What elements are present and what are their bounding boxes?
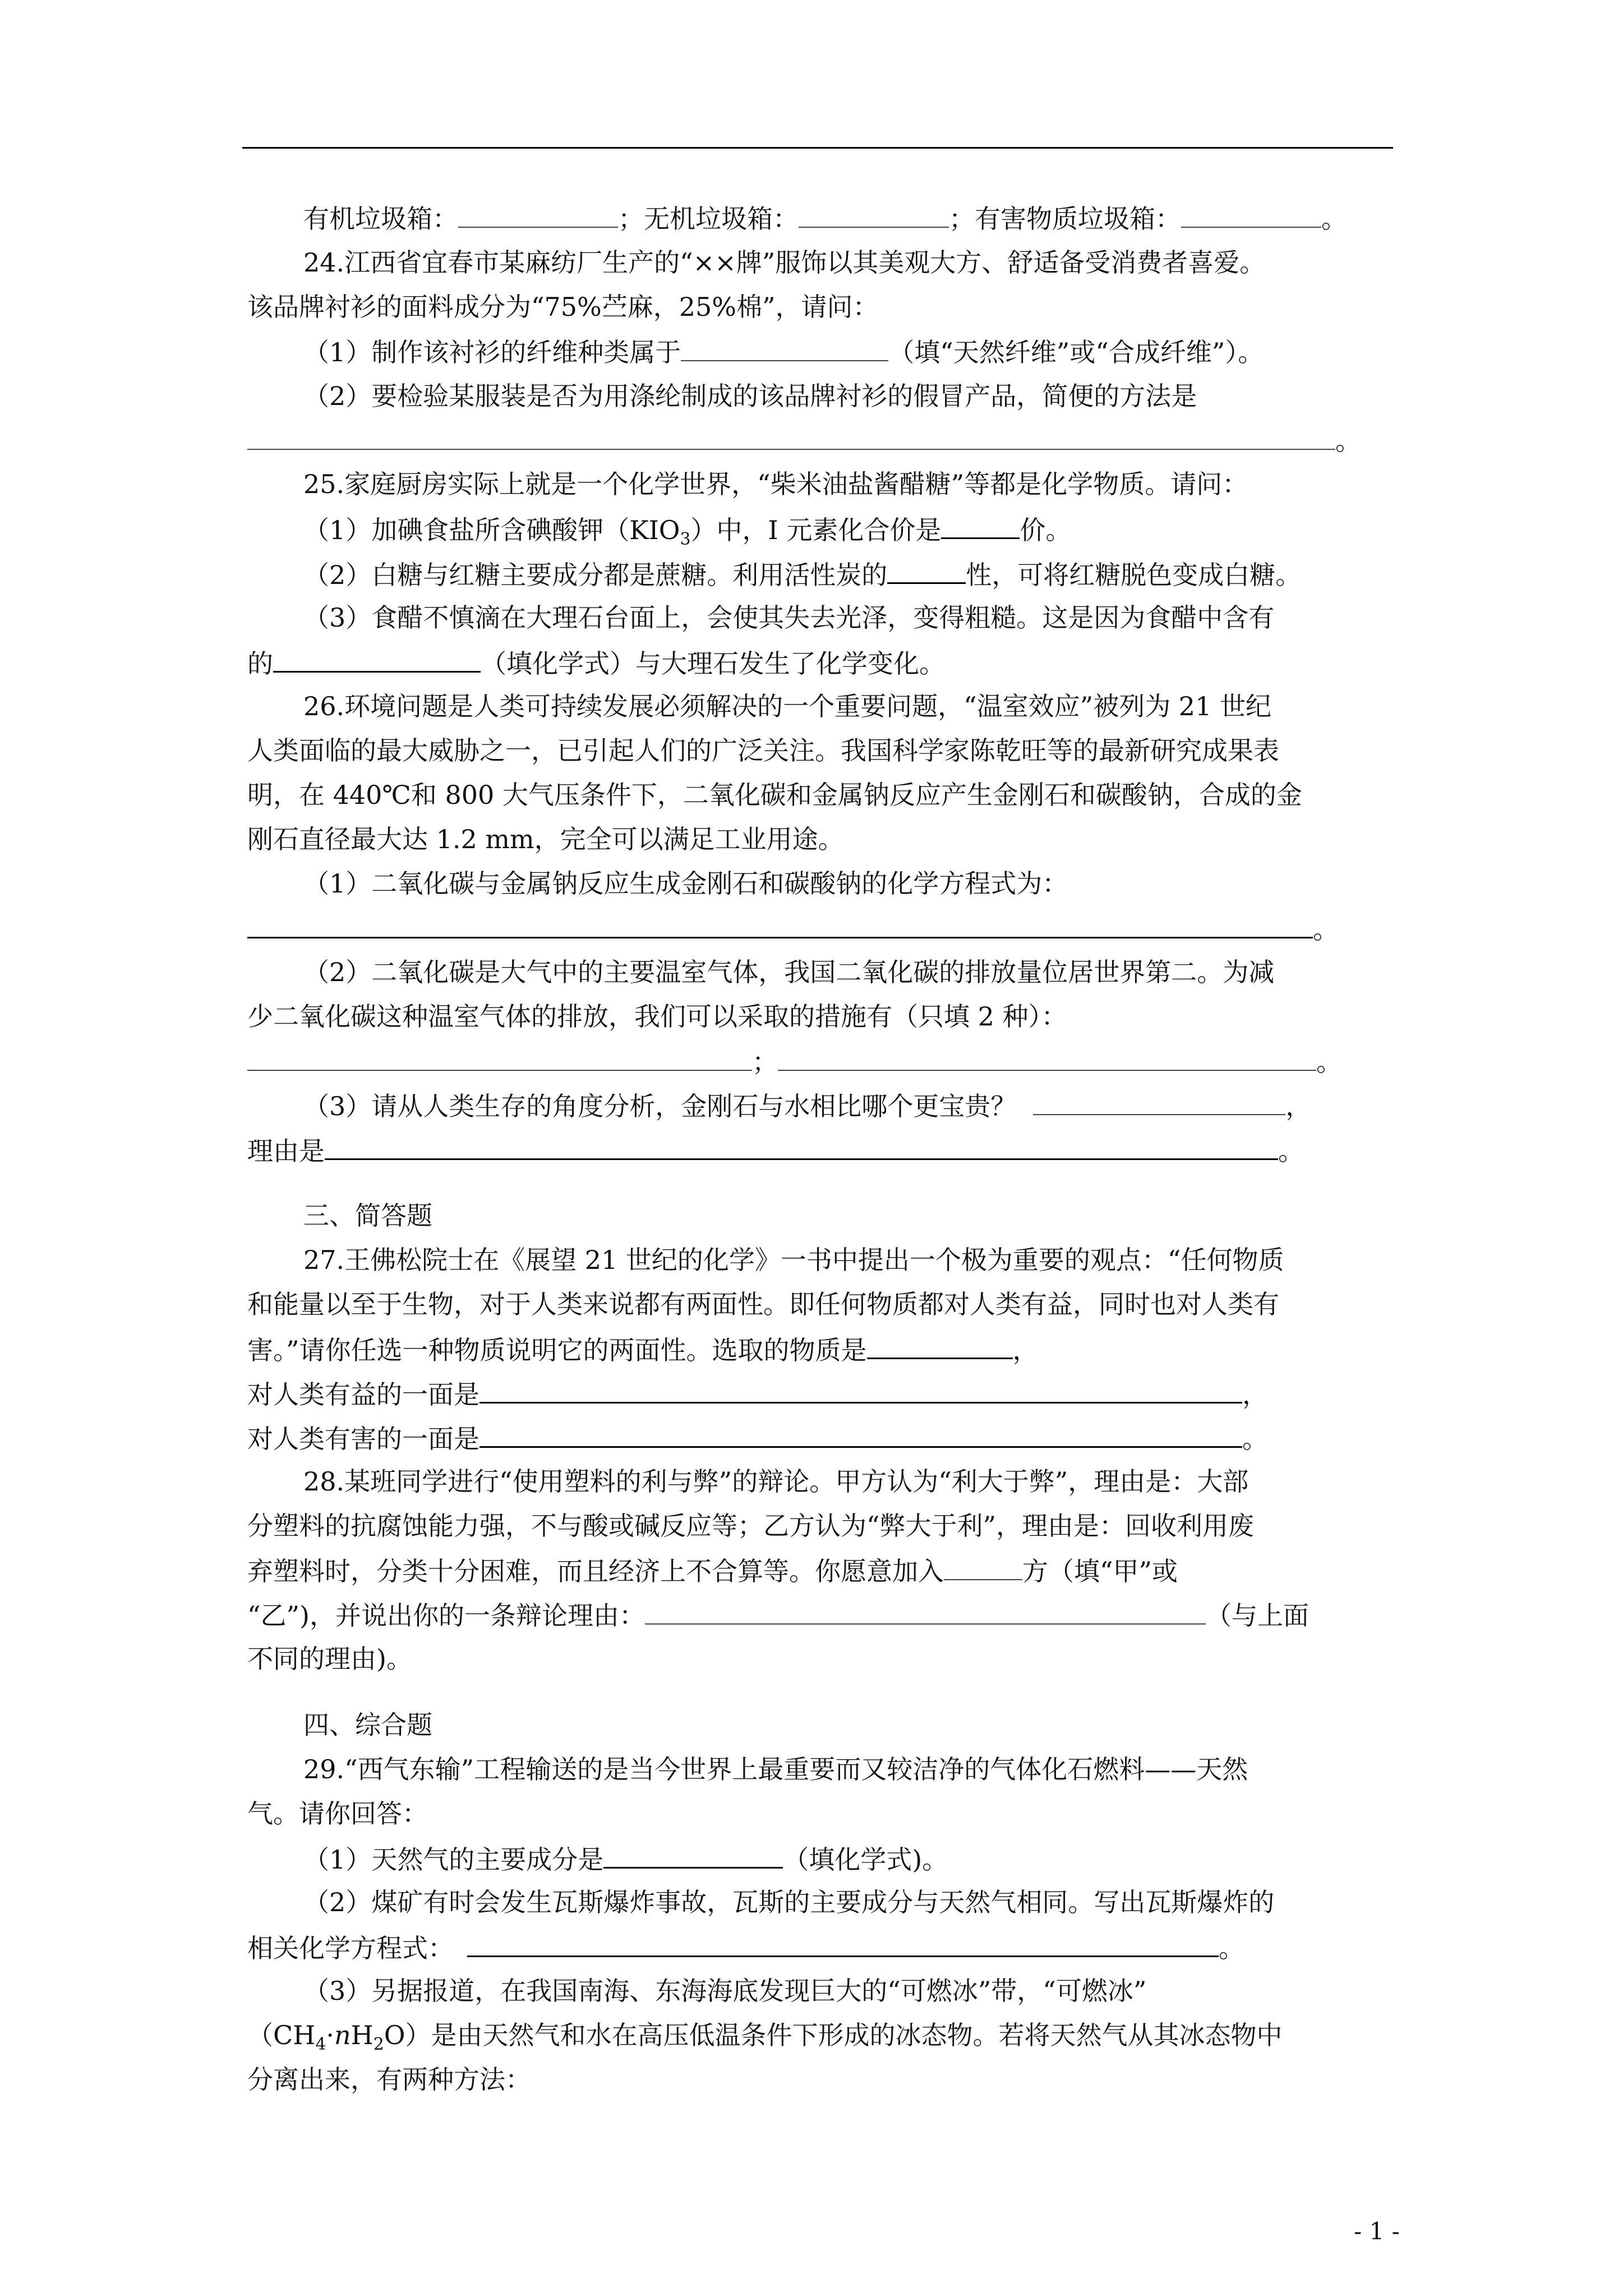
answer-blank[interactable]: [247, 1044, 752, 1071]
variable-n: n: [334, 2020, 351, 2050]
answer-blank[interactable]: [867, 1332, 1013, 1359]
subscript: 3: [680, 530, 691, 550]
text: 性，可将红糖脱色变成白糖。: [966, 560, 1302, 590]
text: ，: [1242, 1379, 1268, 1410]
answer-blank[interactable]: [247, 911, 1313, 938]
text-line: （2）煤矿有时会发生瓦斯爆炸事故，瓦斯的主要成分与天然气相同。写出瓦斯爆炸的: [303, 1887, 1275, 1917]
text: （填“天然纤维”或“合成纤维”）。: [888, 337, 1264, 367]
text: 方（填“甲”或: [1022, 1556, 1178, 1586]
answer-blank[interactable]: [603, 1841, 783, 1869]
text: 理由是: [247, 1136, 325, 1166]
text-line: 不同的理由)。: [247, 1644, 412, 1674]
answer-blank[interactable]: [887, 556, 966, 584]
text: ）中，I 元素化合价是: [690, 515, 942, 545]
text: （与上面: [1205, 1600, 1309, 1631]
text: 。: [1278, 1136, 1304, 1166]
answer-blank[interactable]: [458, 201, 618, 228]
text: （填化学式）与大理石发生了化学变化。: [481, 648, 945, 679]
text-line: 人类面临的最大威胁之一，已引起人们的广泛关注。我国科学家陈乾旺等的最新研究成果表: [247, 735, 1279, 766]
text: 。: [1219, 1933, 1244, 1963]
section-heading: 三、简答题: [303, 1200, 432, 1231]
text: （2）白糖与红糖主要成分都是蔗糖。利用活性炭的: [303, 560, 888, 590]
text-line: [247, 1420, 1268, 1456]
text-line: 分塑料的抗腐蚀能力强，不与酸或碱反应等；乙方认为“弊大于利”，理由是：回收利用废: [247, 1511, 1255, 1541]
text-line: [247, 1376, 1268, 1411]
text: O）是由天然气和水在高压低温条件下形成的冰态物。若将天然气从其冰态物中: [384, 2020, 1283, 2050]
text: ，: [1012, 1335, 1039, 1365]
question-29-text: 29.“西气东输”工程输送的是当今世界上最重要而又较洁净的气体化石燃料——天然: [303, 1754, 1248, 1784]
answer-blank[interactable]: [479, 1420, 1242, 1448]
text-line: [247, 1598, 1309, 1632]
text: （填化学式)。: [783, 1844, 948, 1875]
question-27-text: 27.王佛松院士在《展望 21 世纪的化学》一书中提出一个极为重要的观点：“任何物质: [303, 1245, 1284, 1275]
text-line: [303, 334, 1264, 369]
text: 有机垃圾箱：: [303, 204, 458, 234]
text: ；有害物质垃圾箱：: [949, 204, 1181, 234]
answer-blank[interactable]: [645, 1598, 1206, 1625]
text-line: [247, 1930, 1244, 1965]
text: （1）加碘食盐所含碘酸钾（KIO: [303, 515, 680, 545]
text-line: 该品牌衬衫的面料成分为“75%苎麻，25%棉”，请问：: [247, 292, 879, 322]
answer-blank[interactable]: [479, 1376, 1242, 1404]
answer-blank[interactable]: [941, 512, 1020, 539]
answer-blank[interactable]: [944, 1553, 1022, 1580]
text: （3）请从人类生存的角度分析，金刚石与水相比哪个更宝贵？: [303, 1091, 1017, 1121]
text-line: [247, 1133, 1304, 1168]
text-line: （2）二氧化碳是大气中的主要温室气体，我国二氧化碳的排放量位居世界第二。为减: [303, 957, 1275, 987]
answer-blank[interactable]: [325, 1133, 1278, 1160]
text-line: 分离出来，有两种方法：: [247, 2064, 531, 2095]
text: 。: [1335, 426, 1361, 456]
text-line: （3）另据报道，在我国南海、东海海底发现巨大的“可燃冰”带，“可燃冰”: [303, 1976, 1147, 2006]
answer-blank[interactable]: [247, 423, 1335, 450]
header-rule: [242, 147, 1393, 149]
text: 相关化学方程式：: [247, 1933, 454, 1963]
subscript: 2: [373, 2035, 384, 2055]
text: H: [351, 2020, 374, 2050]
text-line: [303, 201, 1347, 236]
answer-blank[interactable]: [467, 1930, 1219, 1957]
text-line: 和能量以至于生物，对于人类来说都有两面性。即任何物质都对人类有益，同时也对人类有: [247, 1289, 1279, 1319]
text: （1）制作该衬衫的纤维种类属于: [303, 337, 681, 367]
text: （1）天然气的主要成分是: [303, 1844, 604, 1875]
text-line: （1）二氧化碳与金属钠反应生成金刚石和碳酸钠的化学方程式为：: [303, 868, 1068, 899]
text-line: [247, 1332, 1039, 1367]
answer-blank[interactable]: [799, 201, 949, 228]
text-line: 少二氧化碳这种温室气体的排放，我们可以采取的措施有（只填 2 种）：: [247, 1001, 1067, 1032]
text: 价。: [1020, 515, 1072, 545]
answer-blank[interactable]: [1181, 201, 1321, 228]
text: ；无机垃圾箱：: [618, 204, 799, 234]
text-line: [247, 911, 1339, 946]
question-25-text: 25.家庭厨房实际上就是一个化学世界，“柴米油盐酱醋糖”等都是化学物质。请问：: [303, 469, 1248, 499]
text: 。: [1316, 1047, 1342, 1077]
text-line: [247, 1553, 1178, 1588]
text: “乙”)，并说出你的一条辩论理由：: [247, 1600, 645, 1631]
text: ，: [1285, 1091, 1312, 1121]
text-line: [303, 1841, 948, 1876]
text-line: 气。请你回答：: [247, 1798, 428, 1829]
text: 害。”请你任选一种物质说明它的两面性。选取的物质是: [247, 1335, 867, 1365]
text: ；: [752, 1047, 778, 1077]
question-26-text: 26.环境问题是人类可持续发展必须解决的一个重要问题，“温室效应”被列为 21 世纪: [303, 691, 1271, 721]
answer-blank[interactable]: [273, 645, 481, 673]
text-line: [247, 1044, 1342, 1079]
text: 对人类有益的一面是: [247, 1379, 479, 1410]
text: 。: [1313, 914, 1339, 945]
text-line: 刚石直径最大达 1.2 mm，完全可以满足工业用途。: [247, 824, 844, 854]
text-line: [247, 2018, 1282, 2062]
section-heading: 四、综合题: [303, 1710, 432, 1740]
answer-blank[interactable]: [1033, 1088, 1285, 1115]
text-line: [247, 645, 945, 680]
text-line: [303, 556, 1301, 592]
text: 弃塑料时，分类十分困难，而且经济上不合算等。你愿意加入: [247, 1556, 944, 1586]
question-24-text: 24.江西省宜春市某麻纺厂生产的“××牌”服饰以其美观大方、舒适备受消费者喜爱。: [303, 247, 1266, 278]
text: ·: [326, 2020, 334, 2050]
text: 的: [247, 648, 273, 679]
text-line: [303, 1088, 1311, 1123]
text: （CH: [247, 2020, 316, 2050]
text: 。: [1242, 1424, 1268, 1454]
text: 对人类有害的一面是: [247, 1424, 479, 1454]
answer-blank[interactable]: [681, 334, 888, 361]
answer-blank[interactable]: [778, 1044, 1316, 1071]
text: 。: [1321, 204, 1347, 234]
text-line: [247, 423, 1361, 458]
text-line: 明，在 440℃和 800 大气压条件下，二氧化碳和金属钠反应产生金刚石和碳酸钠，合成的金: [247, 780, 1302, 810]
subscript: 4: [315, 2035, 326, 2055]
question-28-text: 28.某班同学进行“使用塑料的利与弊”的辩论。甲方认为“利大于弊”，理由是：大部: [303, 1466, 1249, 1497]
text-line: （2）要检验某服装是否为用涤纶制成的该品牌衬衫的假冒产品，简便的方法是: [303, 381, 1197, 411]
page-number: - 1 -: [1354, 2217, 1400, 2245]
text-line: [303, 512, 1071, 556]
text-line: （3）食醋不慎滴在大理石台面上，会使其失去光泽，变得粗糙。这是因为食醋中含有: [303, 602, 1275, 633]
